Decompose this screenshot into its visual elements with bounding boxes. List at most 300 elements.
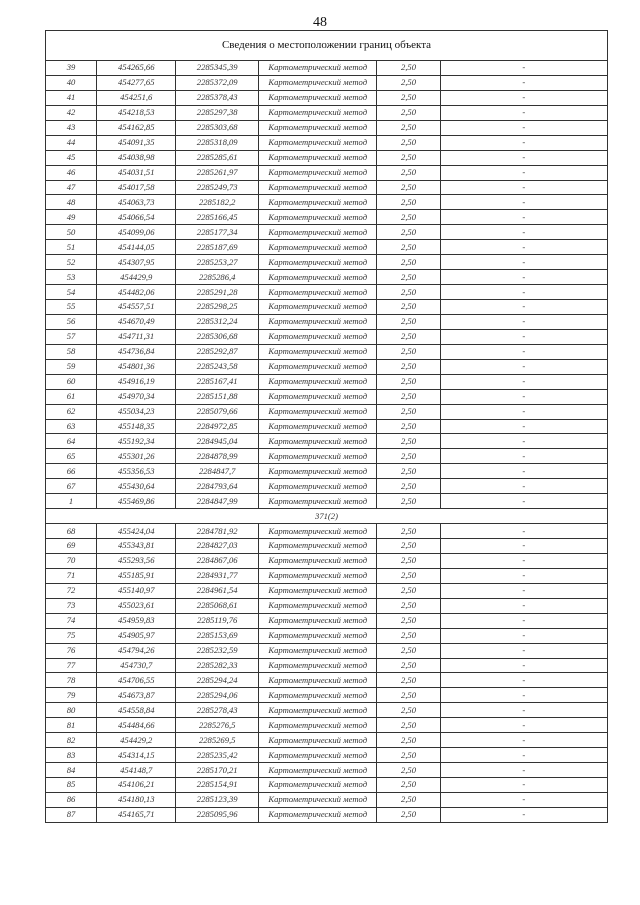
method: Картометрический метод (259, 464, 377, 479)
page-number: 48 (313, 15, 327, 30)
method: Картометрический метод (259, 389, 377, 404)
coord-x: 454711,31 (97, 329, 176, 344)
coord-y: 2285153,69 (176, 628, 259, 643)
table-row (46, 763, 608, 778)
table-row (46, 285, 608, 300)
method: Картометрический метод (259, 285, 377, 300)
coord-y: 2284827,03 (176, 539, 259, 554)
coord-x: 455469,86 (97, 494, 176, 509)
coord-x: 454706,55 (97, 673, 176, 688)
description: - (440, 748, 608, 763)
table-row (46, 120, 608, 135)
description: - (440, 210, 608, 225)
accuracy: 2,50 (377, 419, 440, 434)
coord-y: 2285294,24 (176, 673, 259, 688)
description: - (440, 300, 608, 315)
point-number: 76 (46, 643, 97, 658)
table-row (46, 628, 608, 643)
method: Картометрический метод (259, 703, 377, 718)
accuracy: 2,50 (377, 329, 440, 344)
table-row (46, 225, 608, 240)
point-number: 63 (46, 419, 97, 434)
accuracy: 2,50 (377, 404, 440, 419)
point-number: 43 (46, 120, 97, 135)
accuracy: 2,50 (377, 374, 440, 389)
coord-x: 454162,85 (97, 120, 176, 135)
description: - (440, 807, 608, 822)
accuracy: 2,50 (377, 90, 440, 105)
accuracy: 2,50 (377, 748, 440, 763)
coord-x: 454017,58 (97, 180, 176, 195)
coord-y: 2285177,34 (176, 225, 259, 240)
description: - (440, 703, 608, 718)
description: - (440, 763, 608, 778)
coord-y: 2285095,96 (176, 807, 259, 822)
accuracy: 2,50 (377, 778, 440, 793)
description: - (440, 135, 608, 150)
description: - (440, 718, 608, 733)
table-row (46, 479, 608, 494)
point-number: 72 (46, 583, 97, 598)
description: - (440, 464, 608, 479)
coord-y: 2285303,68 (176, 120, 259, 135)
accuracy: 2,50 (377, 568, 440, 583)
coord-x: 455293,56 (97, 553, 176, 568)
point-number: 47 (46, 180, 97, 195)
coord-y: 2284972,85 (176, 419, 259, 434)
accuracy: 2,50 (377, 61, 440, 76)
description: - (440, 613, 608, 628)
description: - (440, 568, 608, 583)
coord-y: 2285187,69 (176, 240, 259, 255)
table-title: Сведения о местоположении границ объекта (46, 31, 608, 61)
coord-y: 2284878,99 (176, 449, 259, 464)
accuracy: 2,50 (377, 270, 440, 285)
point-number: 45 (46, 150, 97, 165)
method: Картометрический метод (259, 210, 377, 225)
description: - (440, 165, 608, 180)
coord-x: 454066,54 (97, 210, 176, 225)
description: - (440, 255, 608, 270)
accuracy: 2,50 (377, 135, 440, 150)
description: - (440, 628, 608, 643)
coord-x: 455034,23 (97, 404, 176, 419)
description: - (440, 314, 608, 329)
method: Картометрический метод (259, 300, 377, 315)
coord-x: 454673,87 (97, 688, 176, 703)
coord-x: 454970,34 (97, 389, 176, 404)
point-number: 60 (46, 374, 97, 389)
table-row (46, 658, 608, 673)
description: - (440, 105, 608, 120)
point-number: 78 (46, 673, 97, 688)
point-number: 87 (46, 807, 97, 822)
method: Картометрический метод (259, 598, 377, 613)
method: Картометрический метод (259, 792, 377, 807)
point-number: 42 (46, 105, 97, 120)
coord-y: 2285253,27 (176, 255, 259, 270)
accuracy: 2,50 (377, 792, 440, 807)
coord-y: 2284931,77 (176, 568, 259, 583)
point-number: 61 (46, 389, 97, 404)
table-row (46, 778, 608, 793)
table-row (46, 718, 608, 733)
point-number: 84 (46, 763, 97, 778)
description: - (440, 598, 608, 613)
method: Картометрический метод (259, 419, 377, 434)
table-row (46, 389, 608, 404)
table-row (46, 524, 608, 539)
method: Картометрический метод (259, 643, 377, 658)
method: Картометрический метод (259, 449, 377, 464)
coord-y: 2284867,06 (176, 553, 259, 568)
coord-y: 2285282,33 (176, 658, 259, 673)
table-row (46, 374, 608, 389)
description: - (440, 539, 608, 554)
coord-x: 455023,61 (97, 598, 176, 613)
table-row (46, 792, 608, 807)
coord-y: 2285378,43 (176, 90, 259, 105)
method: Картометрический метод (259, 135, 377, 150)
section-header-row (46, 509, 608, 524)
coord-y: 2285306,68 (176, 329, 259, 344)
point-number: 44 (46, 135, 97, 150)
description: - (440, 180, 608, 195)
accuracy: 2,50 (377, 733, 440, 748)
coord-x: 454106,21 (97, 778, 176, 793)
accuracy: 2,50 (377, 464, 440, 479)
accuracy: 2,50 (377, 553, 440, 568)
point-number: 40 (46, 75, 97, 90)
accuracy: 2,50 (377, 643, 440, 658)
table-row (46, 314, 608, 329)
point-number: 51 (46, 240, 97, 255)
coord-y: 2285285,61 (176, 150, 259, 165)
coord-x: 454730,7 (97, 658, 176, 673)
coord-x: 454670,49 (97, 314, 176, 329)
accuracy: 2,50 (377, 195, 440, 210)
table-row (46, 270, 608, 285)
boundary-coordinates-table (45, 30, 608, 823)
coord-x: 454794,26 (97, 643, 176, 658)
accuracy: 2,50 (377, 300, 440, 315)
description: - (440, 374, 608, 389)
accuracy: 2,50 (377, 314, 440, 329)
coord-y: 2284793,64 (176, 479, 259, 494)
coord-y: 2285167,41 (176, 374, 259, 389)
method: Картометрический метод (259, 524, 377, 539)
method: Картометрический метод (259, 374, 377, 389)
coord-x: 454916,19 (97, 374, 176, 389)
point-number: 65 (46, 449, 97, 464)
coord-x: 455140,97 (97, 583, 176, 598)
coord-x: 454905,97 (97, 628, 176, 643)
method: Картометрический метод (259, 613, 377, 628)
description: - (440, 359, 608, 374)
method: Картометрический метод (259, 120, 377, 135)
point-number: 70 (46, 553, 97, 568)
point-number: 48 (46, 195, 97, 210)
accuracy: 2,50 (377, 344, 440, 359)
coord-x: 454307,95 (97, 255, 176, 270)
point-number: 86 (46, 792, 97, 807)
table-row (46, 404, 608, 419)
table-row (46, 673, 608, 688)
method: Картометрический метод (259, 673, 377, 688)
coord-x: 455301,26 (97, 449, 176, 464)
coord-y: 2285345,39 (176, 61, 259, 76)
point-number: 46 (46, 165, 97, 180)
method: Картометрический метод (259, 494, 377, 509)
point-number: 83 (46, 748, 97, 763)
coord-x: 455192,34 (97, 434, 176, 449)
description: - (440, 733, 608, 748)
accuracy: 2,50 (377, 763, 440, 778)
coord-x: 454558,84 (97, 703, 176, 718)
table-row (46, 195, 608, 210)
coord-x: 455424,04 (97, 524, 176, 539)
description: - (440, 449, 608, 464)
coord-y: 2284847,7 (176, 464, 259, 479)
description: - (440, 344, 608, 359)
description: - (440, 792, 608, 807)
coord-y: 2285292,87 (176, 344, 259, 359)
accuracy: 2,50 (377, 539, 440, 554)
coord-y: 2285261,97 (176, 165, 259, 180)
method: Картометрический метод (259, 225, 377, 240)
description: - (440, 285, 608, 300)
table-row (46, 539, 608, 554)
method: Картометрический метод (259, 434, 377, 449)
table-row (46, 165, 608, 180)
coord-y: 2285318,09 (176, 135, 259, 150)
accuracy: 2,50 (377, 628, 440, 643)
table-title-row (46, 31, 608, 61)
point-number: 68 (46, 524, 97, 539)
coord-x: 455148,35 (97, 419, 176, 434)
table-row (46, 703, 608, 718)
description: - (440, 479, 608, 494)
coord-x: 454063,73 (97, 195, 176, 210)
description: - (440, 240, 608, 255)
accuracy: 2,50 (377, 165, 440, 180)
coord-y: 2285068,61 (176, 598, 259, 613)
description: - (440, 673, 608, 688)
accuracy: 2,50 (377, 75, 440, 90)
accuracy: 2,50 (377, 240, 440, 255)
table-row (46, 583, 608, 598)
coord-y: 2285154,91 (176, 778, 259, 793)
description: - (440, 434, 608, 449)
description: - (440, 195, 608, 210)
coord-y: 2284961,54 (176, 583, 259, 598)
coord-y: 2285372,09 (176, 75, 259, 90)
method: Картометрический метод (259, 568, 377, 583)
description: - (440, 553, 608, 568)
point-number: 71 (46, 568, 97, 583)
coord-y: 2285166,45 (176, 210, 259, 225)
point-number: 59 (46, 359, 97, 374)
description: - (440, 643, 608, 658)
table-row (46, 90, 608, 105)
method: Картометрический метод (259, 733, 377, 748)
accuracy: 2,50 (377, 389, 440, 404)
point-number: 81 (46, 718, 97, 733)
method: Картометрический метод (259, 748, 377, 763)
coord-y: 2284847,99 (176, 494, 259, 509)
coord-x: 454251,6 (97, 90, 176, 105)
accuracy: 2,50 (377, 613, 440, 628)
point-number: 50 (46, 225, 97, 240)
method: Картометрический метод (259, 75, 377, 90)
description: - (440, 90, 608, 105)
table-row (46, 494, 608, 509)
table-row (46, 613, 608, 628)
description: - (440, 494, 608, 509)
accuracy: 2,50 (377, 524, 440, 539)
method: Картометрический метод (259, 778, 377, 793)
coord-y: 2285312,24 (176, 314, 259, 329)
table-row (46, 105, 608, 120)
accuracy: 2,50 (377, 688, 440, 703)
coord-x: 454144,05 (97, 240, 176, 255)
table-row (46, 419, 608, 434)
point-number: 66 (46, 464, 97, 479)
point-number: 79 (46, 688, 97, 703)
coord-x: 454038,98 (97, 150, 176, 165)
method: Картометрический метод (259, 807, 377, 822)
coord-y: 2285249,73 (176, 180, 259, 195)
coord-y: 2285170,21 (176, 763, 259, 778)
point-number: 54 (46, 285, 97, 300)
coord-x: 454277,65 (97, 75, 176, 90)
method: Картометрический метод (259, 553, 377, 568)
coord-y: 2285286,4 (176, 270, 259, 285)
table-row (46, 75, 608, 90)
point-number: 73 (46, 598, 97, 613)
table-row (46, 359, 608, 374)
description: - (440, 329, 608, 344)
point-number: 49 (46, 210, 97, 225)
accuracy: 2,50 (377, 225, 440, 240)
coord-x: 454314,15 (97, 748, 176, 763)
accuracy: 2,50 (377, 807, 440, 822)
accuracy: 2,50 (377, 255, 440, 270)
method: Картометрический метод (259, 180, 377, 195)
method: Картометрический метод (259, 105, 377, 120)
accuracy: 2,50 (377, 359, 440, 374)
coord-x: 454482,06 (97, 285, 176, 300)
table-row (46, 210, 608, 225)
coord-y: 2285243,58 (176, 359, 259, 374)
table-row (46, 464, 608, 479)
point-number: 62 (46, 404, 97, 419)
coord-y: 2285151,88 (176, 389, 259, 404)
accuracy: 2,50 (377, 494, 440, 509)
description: - (440, 419, 608, 434)
coord-y: 2285294,06 (176, 688, 259, 703)
table-row (46, 688, 608, 703)
point-number: 56 (46, 314, 97, 329)
coord-x: 454031,51 (97, 165, 176, 180)
description: - (440, 150, 608, 165)
method: Картометрический метод (259, 165, 377, 180)
table-row (46, 150, 608, 165)
method: Картометрический метод (259, 539, 377, 554)
accuracy: 2,50 (377, 718, 440, 733)
coord-x: 454091,35 (97, 135, 176, 150)
coord-x: 454180,13 (97, 792, 176, 807)
point-number: 52 (46, 255, 97, 270)
method: Картометрический метод (259, 240, 377, 255)
accuracy: 2,50 (377, 703, 440, 718)
coord-y: 2285298,25 (176, 300, 259, 315)
description: - (440, 120, 608, 135)
coord-x: 454557,51 (97, 300, 176, 315)
description: - (440, 583, 608, 598)
coord-x: 454265,66 (97, 61, 176, 76)
accuracy: 2,50 (377, 434, 440, 449)
point-number: 69 (46, 539, 97, 554)
method: Картометрический метод (259, 583, 377, 598)
table-row (46, 240, 608, 255)
accuracy: 2,50 (377, 210, 440, 225)
table-row (46, 733, 608, 748)
accuracy: 2,50 (377, 658, 440, 673)
table-row (46, 807, 608, 822)
coord-x: 455356,53 (97, 464, 176, 479)
coord-y: 2285079,66 (176, 404, 259, 419)
method: Картометрический метод (259, 718, 377, 733)
point-number: 64 (46, 434, 97, 449)
point-number: 1 (46, 494, 97, 509)
table-row (46, 748, 608, 763)
coord-y: 2284945,04 (176, 434, 259, 449)
table-row (46, 598, 608, 613)
coord-y: 2285297,38 (176, 105, 259, 120)
description: - (440, 524, 608, 539)
accuracy: 2,50 (377, 120, 440, 135)
coord-y: 2284781,92 (176, 524, 259, 539)
accuracy: 2,50 (377, 583, 440, 598)
table-row (46, 135, 608, 150)
description: - (440, 778, 608, 793)
method: Картометрический метод (259, 270, 377, 285)
coord-x: 454429,9 (97, 270, 176, 285)
point-number: 75 (46, 628, 97, 643)
coord-x: 454218,53 (97, 105, 176, 120)
table-row (46, 434, 608, 449)
point-number: 57 (46, 329, 97, 344)
description: - (440, 404, 608, 419)
coord-x: 455343,81 (97, 539, 176, 554)
method: Картометрический метод (259, 688, 377, 703)
accuracy: 2,50 (377, 449, 440, 464)
table-row (46, 329, 608, 344)
table-row (46, 255, 608, 270)
point-number: 58 (46, 344, 97, 359)
coord-x: 454429,2 (97, 733, 176, 748)
method: Картометрический метод (259, 344, 377, 359)
point-number: 74 (46, 613, 97, 628)
coord-x: 455430,64 (97, 479, 176, 494)
table-row (46, 449, 608, 464)
table-row (46, 61, 608, 76)
description: - (440, 688, 608, 703)
description: - (440, 270, 608, 285)
coord-y: 2285232,59 (176, 643, 259, 658)
method: Картометрический метод (259, 763, 377, 778)
